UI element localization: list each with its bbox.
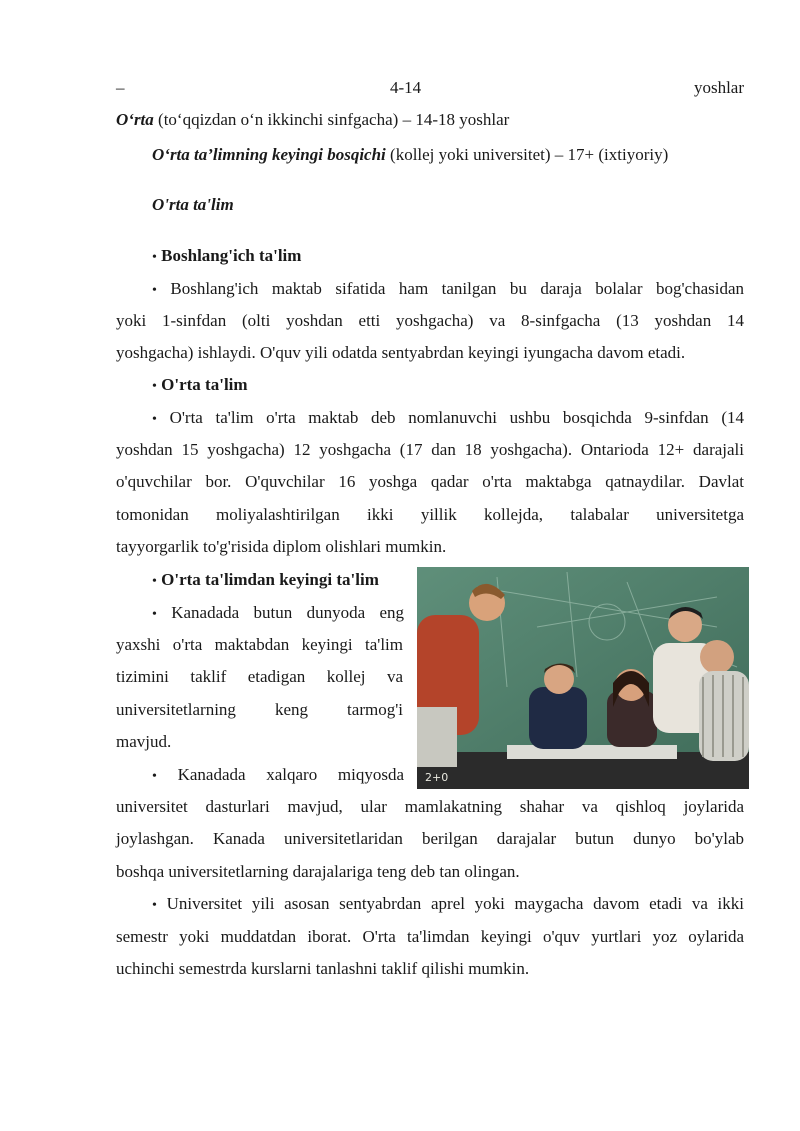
para-post2-line: • Kanadada xalqaro miqyosda: [152, 765, 404, 784]
bullet-icon: •: [152, 898, 157, 913]
line-orta-age: O‘rta (to‘qqizdan o‘n ikkinchi sinfgacha) – 14-18 yoshlar: [116, 110, 510, 129]
header-dash: –: [116, 78, 125, 97]
chalk-writing: 2+0: [425, 771, 449, 784]
bullet-icon: •: [152, 379, 157, 394]
bullet-icon: •: [152, 283, 157, 298]
bullet-icon: •: [152, 412, 157, 427]
classroom-photo: [417, 567, 749, 789]
para-post1-line: • Kanadada butun dunyoda eng: [152, 603, 404, 622]
header-range: 4-14: [390, 78, 422, 97]
para-post3-line: uchinchi semestrda kurslarni tanlashni taklif qilishi mumkin.: [116, 959, 530, 978]
line-next-stage: O‘rta ta’limning keyingi bosqichi (kollej yoki universitet) – 17+ (ixtiyoriy): [152, 145, 669, 164]
para-post1-line: universitetlarning keng tarmog'i: [116, 700, 403, 719]
para-post3-line: semestr yoki muddatdan iborat. O'rta ta'limdan keyingi o'quv yurtlari yoz oylarida: [116, 927, 744, 946]
para-post2-line: universitet dasturlari mavjud, ular mamlakatning shahar va qishloq joylarida: [116, 797, 744, 816]
bullet-icon: •: [152, 574, 157, 589]
students-illustration: [417, 567, 749, 789]
para-primary-line: • Boshlang'ich maktab sifatida ham tanilgan bu daraja bolalar bog'chasidan: [152, 279, 744, 298]
para-secondary-line: • O'rta ta'lim o'rta maktab deb nomlanuvchi ushbu bosqichda 9-sinfdan (14: [152, 408, 744, 427]
para-post2-line: boshqa universitetlarning darajalariga teng deb tan olingan.: [116, 862, 520, 881]
heading-primary: • Boshlang'ich ta'lim: [152, 246, 302, 265]
para-secondary-line: yoshdan 15 yoshgacha) 12 yoshgacha (17 dan 18 yoshgacha). Ontarioda 12+ darajali: [116, 440, 744, 459]
para-secondary-line: o'quvchilar bor. O'quvchilar 16 yoshga qadar o'rta maktabga qatnaydilar. Davlat: [116, 472, 744, 491]
para-post3-line: • Universitet yili asosan sentyabrdan aprel yoki maygacha davom etadi va ikki: [152, 894, 744, 913]
para-primary-line: yoshgacha) ishlaydi. O'quv yili odatda sentyabrdan keyingi iyungacha davom etadi.: [116, 343, 686, 362]
para-post1-line: yaxshi o'rta maktabdan keyingi ta'lim: [116, 635, 403, 654]
para-post1-line: mavjud.: [116, 732, 172, 751]
para-primary-line: yoki 1-sinfdan (olti yoshdan etti yoshgacha) va 8-sinfgacha (13 yoshdan 14: [116, 311, 744, 330]
header-word: yoshlar: [693, 78, 744, 97]
para-post1-line: tizimini taklif etadigan kollej va: [116, 667, 403, 686]
heading-secondary: • O'rta ta'lim: [152, 375, 248, 394]
section-title: O'rta ta'lim: [152, 195, 234, 214]
bullet-icon: •: [152, 250, 157, 265]
bullet-icon: •: [152, 607, 157, 622]
heading-post-secondary: • O'rta ta'limdan keyingi ta'lim: [152, 570, 379, 589]
para-secondary-line: tomonidan moliyalashtirilgan ikki yillik kollejda, talabalar universitetga: [116, 505, 744, 524]
bullet-icon: •: [152, 769, 157, 784]
para-post2-line: joylashgan. Kanada universitetlaridan berilgan darajalar butun dunyo bo'ylab: [116, 829, 744, 848]
para-secondary-line: tayyorgarlik to'g'risida diplom olishlari mumkin.: [116, 537, 447, 556]
